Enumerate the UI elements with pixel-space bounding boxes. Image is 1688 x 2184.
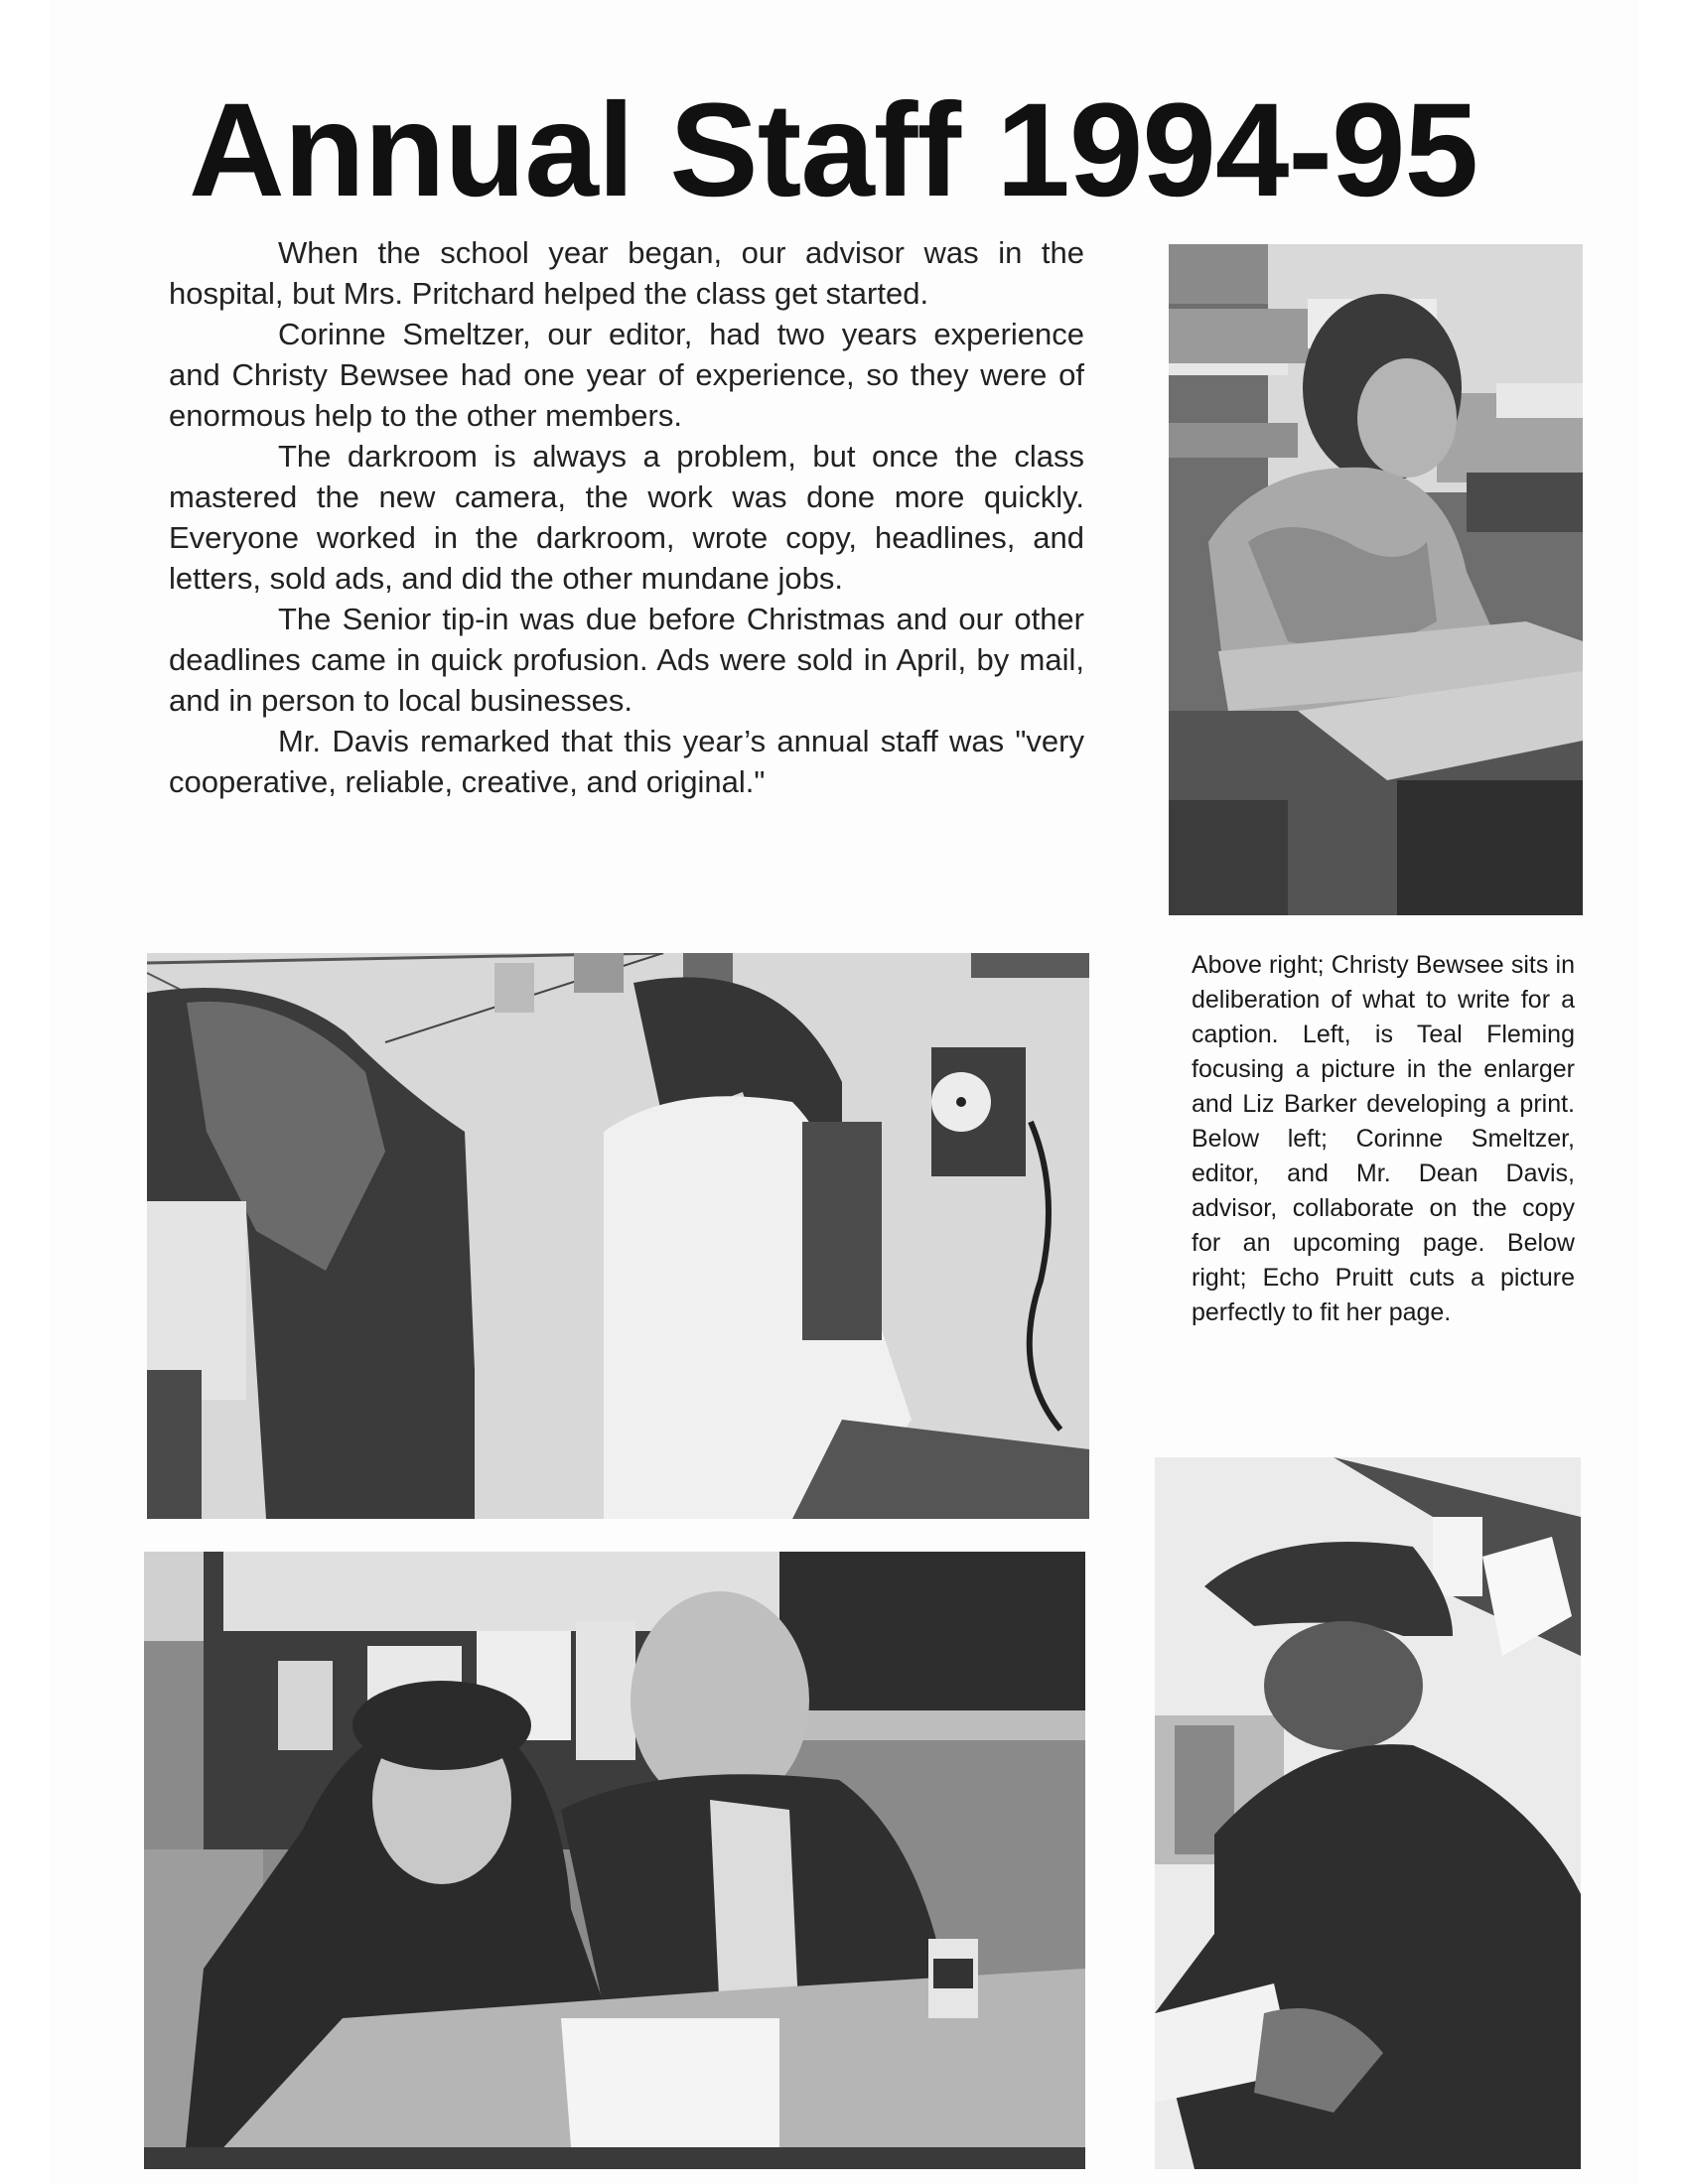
article-paragraph: When the school year began, our advisor was in the hospital, but Mrs. Pritchard helped the class get started. <box>169 235 1084 311</box>
photo-illustration <box>147 953 1089 1519</box>
photo-illustration <box>144 1552 1085 2169</box>
article-body <box>169 232 1084 802</box>
article-paragraph: The darkroom is always a problem, but once the class mastered the new camera, the work was done more quickly. Everyone worked in the darkroom, wrote copy, headlines, and letters, sold ads, and did the other mundane jobs. <box>169 439 1084 596</box>
photo-echo-pruitt <box>1155 1457 1581 2169</box>
photo-smeltzer-davis <box>144 1552 1085 2169</box>
page-title: Annual Staff 1994-95 <box>189 76 1478 224</box>
photo-christy-bewsee <box>1169 244 1583 915</box>
photo-darkroom <box>147 953 1089 1519</box>
photo-illustration <box>1169 244 1583 915</box>
article-paragraph: Corinne Smeltzer, our editor, had two years experience and Christy Bewsee had one year of experience, so they were of enormous help to the other members. <box>169 317 1084 433</box>
article-paragraph: Mr. Davis remarked that this year’s annual staff was "very cooperative, reliable, creative, and original." <box>169 724 1084 799</box>
photo-illustration <box>1155 1457 1581 2169</box>
article-paragraph: The Senior tip-in was due before Christmas and our other deadlines came in quick profusion. Ads were sold in April, by mail, and in person to local businesses. <box>169 602 1084 718</box>
photo-caption: Above right; Christy Bewsee sits in deliberation of what to write for a caption. Left, is Teal Fleming focusing a picture in the enlarger and Liz Barker developing a print. Below left; Corinne Smeltzer, editor, and Mr. Dean Davis, advisor, collaborate on the copy for an upcoming page. Below right; Echo Pruitt cuts a picture perfectly to fit her page. <box>1192 951 1575 1326</box>
